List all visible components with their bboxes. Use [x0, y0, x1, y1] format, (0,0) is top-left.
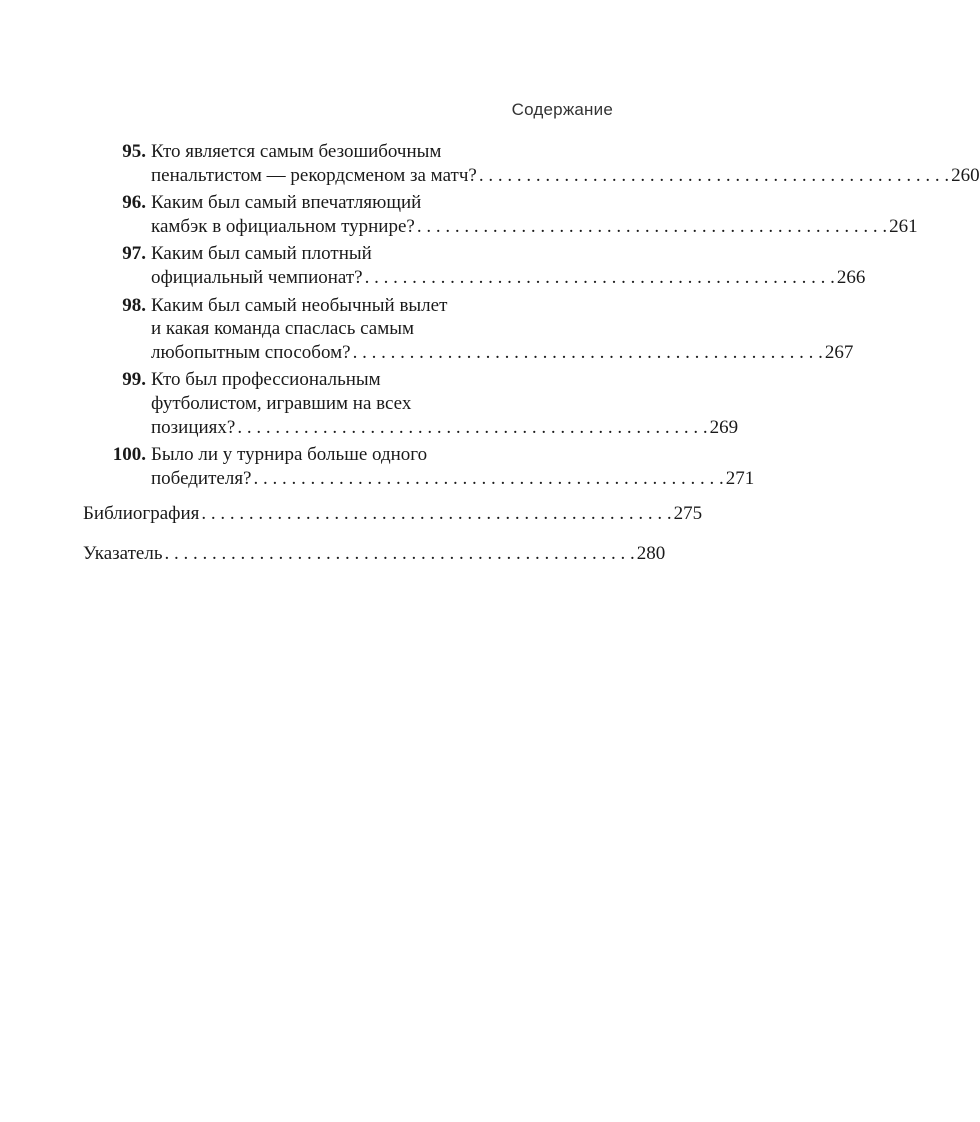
entry-title-line: позициях? [151, 416, 236, 438]
entry-title-line: камбэк в официальном турнире? [151, 215, 415, 237]
entry-title-line: пенальтистом — рекордсменом за матч? [151, 164, 477, 186]
toc-entry-98[interactable] [0, 294, 854, 365]
dot-leader: . . . . . . . . . . . . . . . . . . . . . . . . . . . . . . . . . . . . . . . . . . . . . . . . . . [201, 503, 672, 525]
table-of-contents [0, 140, 980, 567]
entry-number: 98. [122, 294, 146, 316]
dot-leader: . . . . . . . . . . . . . . . . . . . . . . . . . . . . . . . . . . . . . . . . . . . . . . . . . . [478, 164, 950, 186]
page-number: 275 [673, 503, 703, 525]
entry-title-line: Кто является самым безошибочным [151, 141, 442, 162]
entry-number: 95. [122, 141, 146, 162]
entry-number: 99. [122, 369, 146, 391]
page-number: 280 [636, 542, 666, 564]
toc-entry-97[interactable] [0, 242, 866, 289]
entry-title-line: Было ли у турнира больше одного [151, 444, 428, 466]
dot-leader: . . . . . . . . . . . . . . . . . . . . . . . . . . . . . . . . . . . . . . . . . . . . . . . . . . [237, 416, 708, 438]
toc-entry-100[interactable] [0, 443, 755, 490]
entry-title-line: Каким был самый плотный [151, 243, 372, 265]
page-number: 266 [836, 266, 866, 288]
page-number: 271 [725, 467, 755, 489]
toc-entry-99[interactable] [0, 368, 739, 439]
entry-title-line: победителя? [151, 467, 252, 489]
toc-entry-96[interactable] [0, 191, 918, 238]
page-number: 269 [709, 416, 739, 438]
entry-title: Библиография [83, 503, 200, 525]
toc-entry-index[interactable] [0, 542, 709, 566]
entry-number: 96. [122, 192, 146, 214]
running-head: Содержание [511, 100, 613, 119]
entry-title-line: официальный чемпионат? [151, 266, 363, 288]
page-number: 261 [889, 215, 918, 237]
dot-leader: . . . . . . . . . . . . . . . . . . . . . . . . . . . . . . . . . . . . . . . . . . . . . . . . . . [253, 467, 724, 489]
toc-entry-bibliography[interactable] [0, 502, 709, 526]
entry-number: 100. [112, 444, 146, 466]
page-number: 260 [951, 164, 980, 186]
toc-entry-95[interactable] [0, 140, 980, 187]
entry-title-line: Каким был самый впечатляющий [151, 192, 422, 214]
entry-title-line: Кто был профессиональным [151, 369, 381, 391]
entry-title-line: и какая команда спаслась самым [151, 318, 415, 340]
dot-leader: . . . . . . . . . . . . . . . . . . . . . . . . . . . . . . . . . . . . . . . . . . . . . . . . . . [416, 215, 888, 237]
entry-title: Указатель [83, 542, 163, 564]
entry-title-line: любопытным способом? [151, 341, 351, 363]
dot-leader: . . . . . . . . . . . . . . . . . . . . . . . . . . . . . . . . . . . . . . . . . . . . . . . . . . [352, 341, 823, 363]
entry-number: 97. [122, 243, 146, 265]
entry-title-line: Каким был самый необычный вылет [151, 294, 448, 316]
page-number: 267 [824, 341, 854, 363]
entry-title-line: футболистом, игравшим на всех [151, 392, 412, 414]
dot-leader: . . . . . . . . . . . . . . . . . . . . . . . . . . . . . . . . . . . . . . . . . . . . . . . . . . [164, 542, 635, 564]
dot-leader: . . . . . . . . . . . . . . . . . . . . . . . . . . . . . . . . . . . . . . . . . . . . . . . . . . [364, 266, 835, 288]
